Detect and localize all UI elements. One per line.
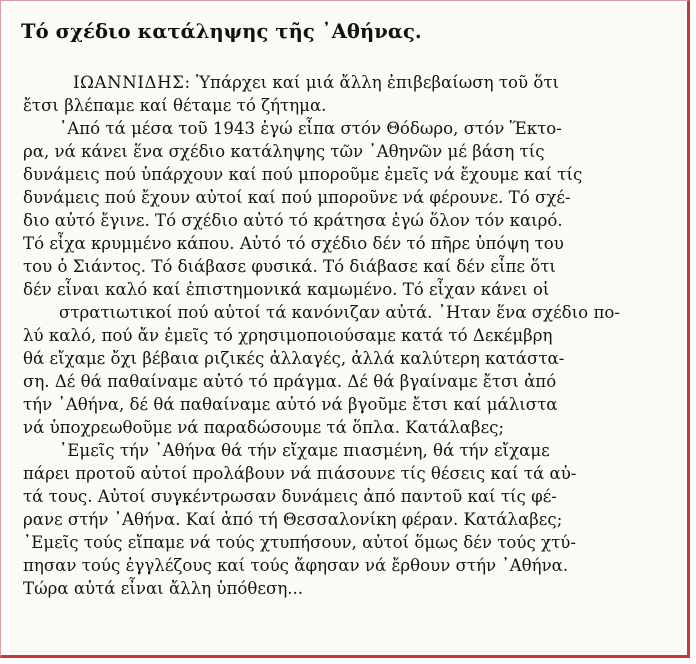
- text-line: ᾿Εμεῖς τήν ᾿Αθήνα θά τήν εἴχαμε πιασμένη, θά τήν εἴχαμε: [59, 441, 550, 460]
- text-line: λύ καλό, πού ἄν ἐμεῖς τό χρησιμοποιούσαμε κατά τό Δεκέμβρη: [23, 326, 553, 345]
- section-heading: Τό σχέδιο κατάληψης τῆς ᾿Αθήνας.: [21, 20, 422, 43]
- text-line: [23, 71, 673, 94]
- text-line: δυνάμεις πού ὑπάρχουν καί πού μποροῦμε ἐμεῖς νά ἔχουμε καί τίς: [23, 165, 583, 184]
- text-line: ρα, νά κάνει ἕνα σχέδιο κατάληψης τῶν ᾿Αθηνῶν μέ βάση τίς: [23, 142, 545, 161]
- text-line: του ὁ Σιάντος. Τό διάβασε φυσικά. Τό διάβασε καί δέν εἶπε ὅτι: [23, 257, 556, 276]
- text-line: ρανε στήν ᾿Αθήνα. Καί ἀπό τή Θεσσαλονίκη φέραν. Κατάλαβες;: [23, 510, 563, 529]
- text-line: ᾿Από τά μέσα τοῦ 1943 ἐγώ εἶπα στόν Θόδωρο, στόν Ἕκτο-: [59, 119, 562, 138]
- text-line: Τό εἶχα κρυμμένο κάπου. Αὐτό τό σχέδιο δέν τό πῆρε ὑπόψη του: [23, 234, 564, 253]
- text-line: ᾿Εμεῖς τούς εἴπαμε νά τούς χτυπήσουν, αὐτοί ὅμως δέν τούς χτύ-: [23, 533, 576, 552]
- text-line: στρατιωτικοί πού αὐτοί τά κανόνιζαν αὐτά. ᾿Ηταν ἕνα σχέδιο πο-: [59, 303, 620, 322]
- body-text: [23, 71, 673, 600]
- text-line: δυνάμεις πού ἔχουν αὐτοί καί πού μποροῦνε νά φέρουνε. Τό σχέ-: [23, 188, 571, 207]
- text-line: θά εἴχαμε ὄχι βέβαια ριζικές ἀλλαγές, ἀλλά καλύτερη κατάστα-: [23, 349, 565, 368]
- text-line: ση. Δέ θά παθαίναμε αὐτό τό πράγμα. Δέ θά βγαίναμε ἔτσι ἀπό: [23, 372, 557, 391]
- text-line: τήν ᾿Αθήνα, δέ θά παθαίναμε αὐτό νά βγοῦμε ἔτσι καί μάλιστα: [23, 395, 558, 414]
- scanned-page: [9, 5, 685, 655]
- speaker-name: ΙΩΑΝΝΙΔΗΣ:: [73, 73, 191, 92]
- text-line: νά ὑποχρεωθοῦμε νά παραδώσουμε τά ὅπλα. Κατάλαβες;: [23, 418, 505, 437]
- text-line-content: Ὑπάρχει καί μιά ἄλλη ἐπιβεβαίωση τοῦ ὅτι: [190, 73, 560, 92]
- text-line: Τώρα αὐτά εἶναι ἄλλη ὑπόθεση...: [23, 579, 304, 598]
- text-line: δέν εἶναι καλό καί ἐπιστημονικά καμωμένο. Τό εἶχαν κάνει οἱ: [23, 280, 550, 299]
- text-line: πάρει προτοῦ αὐτοί προλάβουν νά πιάσουνε τίς θέσεις καί τά αὐ-: [23, 464, 577, 483]
- text-line: πησαν τούς ἐγγλέζους καί τούς ἄφησαν νά ἔρθουν στήν ᾿Αθήνα.: [23, 556, 569, 575]
- text-line: ἔτσι βλέπαμε καί θέταμε τό ζήτημα.: [23, 96, 327, 115]
- text-line: διο αὐτό ἔγινε. Τό σχέδιο αὐτό τό κράτησα ἐγώ ὅλον τόν καιρό.: [23, 211, 563, 230]
- text-line: τά τους. Αὐτοί συγκέντρωσαν δυνάμεις ἀπό παντοῦ καί τίς φέ-: [23, 487, 557, 506]
